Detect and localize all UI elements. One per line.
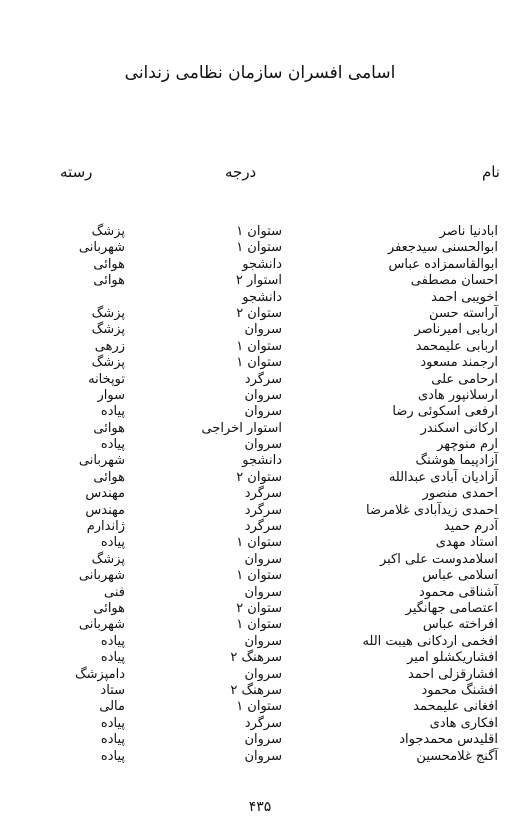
page-number: ۴۳۵: [248, 799, 272, 815]
cell-name: آزادپیما هوشنگ: [415, 453, 498, 469]
cell-name: ارجمند مسعود: [420, 355, 498, 371]
cell-rank: سرگرد: [244, 371, 282, 387]
table-row: [0, 503, 520, 519]
officers-table: [0, 224, 520, 765]
cell-rank: ستوان ۱: [236, 617, 282, 633]
table-row: [0, 716, 520, 732]
cell-branch: مهندس: [85, 486, 125, 502]
table-row: [0, 273, 520, 289]
cell-branch: شهربانی: [78, 617, 125, 633]
table-row: [0, 519, 520, 535]
cell-name: استاد مهدی: [435, 535, 498, 551]
column-header-branch: رسته: [60, 163, 93, 181]
table-row: [0, 650, 520, 666]
cell-branch: پزشگ: [91, 224, 125, 239]
table-row: [0, 601, 520, 617]
cell-branch: پیاده: [100, 633, 125, 649]
cell-name: احمدی زیدآبادی غلامرضا: [366, 502, 498, 518]
table-row: [0, 421, 520, 437]
cell-name: ارم منوچهر: [437, 437, 498, 453]
cell-branch: پزشگ: [91, 355, 125, 371]
table-row: [0, 486, 520, 502]
cell-rank: سرگرد: [244, 519, 282, 535]
cell-name: آدرم حمید: [443, 519, 498, 535]
cell-rank: ستوان ۲: [236, 469, 282, 485]
cell-branch: توپخانه: [88, 371, 125, 387]
table-row: [0, 224, 520, 240]
page-title: اسامی افسران سازمان نظامی زندانی: [124, 63, 396, 83]
cell-name: اسلامی عباس: [422, 568, 498, 584]
cell-name: ارحامی علی: [431, 371, 498, 387]
cell-branch: هوائی: [93, 469, 125, 485]
table-row: [0, 339, 520, 355]
cell-branch: هوائی: [93, 600, 125, 616]
cell-rank: ستوان ۱: [236, 240, 282, 256]
cell-rank: سروان: [244, 322, 282, 338]
table-row: [0, 388, 520, 404]
cell-branch: پیاده: [100, 748, 125, 764]
cell-branch: شهربانی: [78, 568, 125, 584]
cell-rank: ستوان ۱: [236, 355, 282, 371]
cell-name: اقلیدس محمدجواد: [399, 732, 498, 748]
cell-branch: شهربانی: [78, 240, 125, 256]
cell-name: احسان مصطفی: [410, 273, 498, 289]
cell-name: افغانی علیمحمد: [413, 699, 498, 715]
cell-name: افشاریکشلو امیر: [407, 650, 498, 666]
table-row: [0, 667, 520, 683]
table-row: [0, 585, 520, 601]
table-row: [0, 617, 520, 633]
table-row: [0, 322, 520, 338]
cell-name: آگنج غلامحسین: [416, 748, 498, 764]
cell-rank: دانشجو: [242, 289, 282, 305]
cell-rank: ستوان ۱: [236, 699, 282, 715]
cell-rank: سروان: [244, 551, 282, 567]
cell-branch: سوار: [97, 387, 125, 403]
table-row: [0, 404, 520, 420]
cell-branch: پیاده: [100, 404, 125, 420]
cell-branch: هوائی: [93, 420, 125, 436]
cell-rank: سروان: [244, 666, 282, 682]
cell-branch: هوائی: [93, 256, 125, 272]
cell-name: ارسلانپور هادی: [418, 387, 498, 403]
column-header-rank: درجه: [225, 163, 257, 181]
cell-branch: مالی: [99, 699, 125, 715]
cell-name: آزادیان آبادی عبدالله: [388, 469, 498, 485]
table-row: [0, 568, 520, 584]
table-row: [0, 355, 520, 371]
cell-rank: سرگرد: [244, 502, 282, 518]
cell-branch: شهربانی: [78, 453, 125, 469]
cell-name: افشنگ محمود: [421, 682, 498, 698]
table-row: [0, 437, 520, 453]
cell-name: ارکانی اسکندر: [420, 420, 498, 436]
cell-rank: سروان: [244, 633, 282, 649]
cell-rank: سروان: [244, 584, 282, 600]
cell-branch: زرهی: [94, 338, 125, 354]
table-row: [0, 290, 520, 306]
cell-branch: پیاده: [100, 437, 125, 453]
table-row: [0, 306, 520, 322]
cell-rank: سروان: [244, 437, 282, 453]
cell-name: اربابی امیرناصر: [414, 322, 498, 338]
table-row: [0, 732, 520, 748]
cell-branch: مهندس: [85, 502, 125, 518]
cell-rank: سرهنگ ۲: [230, 650, 282, 666]
cell-name: ابادنیا ناصر: [439, 224, 498, 239]
cell-rank: سروان: [244, 404, 282, 420]
cell-rank: سروان: [244, 387, 282, 403]
cell-rank: دانشجو: [242, 453, 282, 469]
table-row: [0, 634, 520, 650]
cell-rank: ستوان ۲: [236, 600, 282, 616]
cell-rank: سروان: [244, 732, 282, 748]
cell-branch: فنی: [104, 584, 125, 600]
cell-rank: سرگرد: [244, 715, 282, 731]
cell-branch: پیاده: [100, 535, 125, 551]
table-row: [0, 372, 520, 388]
cell-name: آراسته حسن: [429, 305, 498, 321]
cell-name: ابوالحسنی سیدجعفر: [387, 240, 498, 256]
table-row: [0, 683, 520, 699]
cell-name: اربابی علیمحمد: [415, 338, 498, 354]
cell-branch: پیاده: [100, 715, 125, 731]
cell-rank: سرگرد: [244, 486, 282, 502]
cell-branch: ستاد: [100, 682, 125, 698]
cell-name: اخویبی احمد: [431, 289, 498, 305]
cell-name: ابوالقاسمزاده عباس: [388, 256, 498, 272]
table-row: [0, 699, 520, 715]
cell-name: ارفعی اسکوئی رضا: [392, 404, 498, 420]
table-row: [0, 749, 520, 765]
cell-name: افشارقزلی احمد: [408, 666, 498, 682]
cell-rank: سروان: [244, 748, 282, 764]
cell-name: اعتصامی جهانگیر: [405, 600, 498, 616]
cell-name: افراخته عباس: [422, 617, 498, 633]
cell-rank: ستوان ۱: [236, 568, 282, 584]
cell-name: افکاری هادی: [429, 715, 498, 731]
cell-branch: پزشگ: [91, 322, 125, 338]
cell-name: افخمی اردکانی هیبت الله: [362, 633, 498, 649]
cell-rank: ستوان ۱: [236, 224, 282, 239]
cell-branch: ژاندارم: [86, 519, 125, 535]
table-row: [0, 470, 520, 486]
table-row: [0, 535, 520, 551]
cell-branch: هوائی: [93, 273, 125, 289]
cell-rank: ستوان ۱: [236, 535, 282, 551]
cell-branch: دامپزشگ: [75, 666, 125, 682]
cell-branch: پزشگ: [91, 551, 125, 567]
cell-rank: استوار ۲: [235, 273, 282, 289]
cell-rank: استوار اخراجی: [201, 420, 282, 436]
cell-name: آشناقی محمود: [419, 584, 498, 600]
cell-name: اسلامدوست علی اکبر: [379, 551, 498, 567]
cell-branch: پزشگ: [91, 305, 125, 321]
cell-rank: سرهنگ ۲: [230, 682, 282, 698]
cell-branch: پیاده: [100, 732, 125, 748]
table-row: [0, 240, 520, 256]
column-header-name: نام: [481, 163, 500, 181]
table-row: [0, 453, 520, 469]
cell-rank: ستوان ۲: [236, 305, 282, 321]
cell-rank: ستوان ۱: [236, 338, 282, 354]
cell-rank: دانشجو: [242, 256, 282, 272]
cell-name: احمدی منصور: [422, 486, 498, 502]
table-row: [0, 552, 520, 568]
cell-branch: پیاده: [100, 650, 125, 666]
table-row: [0, 257, 520, 273]
